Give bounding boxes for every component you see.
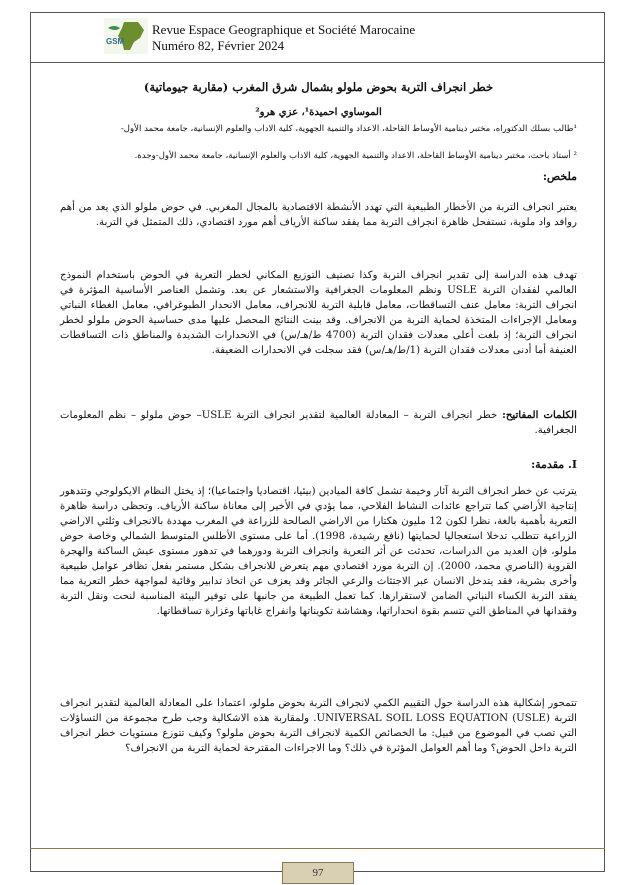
abstract-heading: ملخص:: [542, 170, 577, 183]
keywords-label: الكلمات المفاتيح:: [502, 409, 577, 421]
page-number: 97: [282, 862, 354, 884]
article-authors: الموساوي احميدة¹، عزي هرو²: [255, 107, 382, 118]
logo-text: GSM: [106, 37, 125, 46]
journal-issue: Numéro 82, Février 2024: [152, 38, 285, 53]
affiliation-1: ¹طالب بسلك الدكتوراه، مختبر دينامية الأوساط القاحلة، الاعداد والتنمية الجهوية، كلية الاداب والعلوم الإنسانية، جامعة محمد الأول-: [120, 124, 577, 134]
journal-logo: [104, 18, 148, 54]
introduction-paragraph-2: تتمحور إشكالية هذه الدراسة حول التقييم الكمي لانجراف التربة بحوض ملولو، اعتمادا على المعادلة العالمية لتقدير انجراف التربة (UNIVERSAL SOIL LOSS EQUATION (USLE. ولمقاربة هذه الاشكالية وجب طرح مجموعة من التساؤلات التي تصب في الموضوع من قبيل: ما الخصائص الكمية لانجراف التربة بحوض ملولو؟ وكيف تتوزع مستويات خطر انجراف التربة داخل الحوض؟ وما أهم العوامل المؤثرة في ذلك؟ وما الاجراءات المقترحة لحماية التربة من الانجراف؟: [60, 698, 577, 754]
header-divider: [30, 62, 605, 63]
introduction-paragraph-1: يترتب عن خطر انجراف التربة آثار وخيمة تشمل كافة الميادين (بيئيا، اقتصاديا واجتماعيا)؛ إذ يختل النظام الايكولوجي وتتدهور إنتاجية الأراضي كما تتراجع عائدات النشاط الفلاحي، مما يؤدي في الأخير إلى معاناة ساكنة الأرياف. وتحظى دراسة ظاهرة التعرية بأهمية بالغة، نظرا لكون 12 مليون هكتارا من الاراضي الصالحة للزراعة في المغرب مهددة بالانجراف وثلثي الاراضي الزراعية تتطلب تدخلا استعجاليا لحمايتها (نافع رشيدة، 1998). أما على مستوى الأطلس المتوسط الشمالي وخاصة حوض ملولو، فإن العديد من الدراسات، تحدثت عن أثر التعرية وانجراف التربة ودورهما في تدهور مستوى عيش الساكنة والهجرة القروية (الناصري محمد، 2000). إن التربة مورد اقتصادي مهم يتعرض للانجراف بشكل مستمر بفعل تظافر عوامل طبيعية وأخرى بشرية، فقد يتدخل الانسان عبر الاجتثاث والرعي الجائر وقد يعزف عن اتخاذ تدابير وقائية لمواجهة خطر التعرية مما يفقد التربة الكساء النباتي الضامن لاستقرارها. كما تعمل الطبيعة من جانبها على توفير البيئة المناسبة لنحت ونقل التربة وفقدانها في المناطق التي تتسم بقوة انحداراتها، وهشاشة تكويناتها وانفراج غاباتها وغزارة تساقطاتها.: [60, 486, 577, 617]
journal-title: Revue Espace Geographique et Société Marocaine: [152, 22, 416, 37]
article-title: خطر انجراف التربة بحوض ملولو بشمال شرق المغرب (مقاربة جيوماتية): [143, 80, 494, 94]
keywords-paragraph: [60, 408, 577, 438]
keywords-text: خطر انجراف التربة – المعادلة العالمية لتقدير انجراف التربة USLE– حوض ملولو – نظم المعلومات الجغرافية.: [60, 410, 577, 436]
abstract-paragraph-2: تهدف هذه الدراسة إلى تقدير انجراف التربة وكذا تصنيف التوزيع المكاني لخطر التعرية في الحوض باستخدام النموذج العالمي لفقدان التربة USLE ونظم المعلومات الجغرافية والاستشعار عن بعد. وتشمل العناصر الأساسية المؤثرة في انجراف التربة: معامل عنف التساقطات، معامل قابلية التربة للانجراف، معامل الانحدار الطبوغرافي، معامل الغطاء النباتي ومعامل الإجراءات المتخذة لحماية التربة من الانجراف. وقد بينت النتائج المحصل عليها مدى حساسية الحوض ملولو لخطر انجراف التربة؛ إذ بلغت أعلى معدلات فقدان التربة (4700 ط/هـ/س) في الانحدارات الشديدة والمناطق ذات التساقطات العنيفة أما أدنى معدلات فقدان التربة (1/ط/هـ/س) فقد سجلت في الانحدارات الضعيفة.: [60, 270, 577, 356]
affiliation-2: ² أستاذ باحث، مختبر دينامية الأوساط القاحلة، الاعداد والتنمية الجهوية، كلية الاداب والعلوم الإنسانية، جامعة محمد الأول-وجدة.: [134, 151, 577, 161]
footer-divider: [30, 848, 605, 849]
abstract-paragraph-1: يعتبر انجراف التربة من الأخطار الطبيعية التي تهدد الأنشطة الاقتصادية بالمجال المغربي. في حوض ملولو الذي يعد من أهم روافد واد ملوية، تستفحل ظاهرة انجراف التربة مما يفقد ساكنة الأرياف أهم مورد اقتصادي، ذلك المتمثل في التربة.: [60, 202, 577, 228]
section-heading-introduction: I. مقدمة:: [531, 458, 577, 471]
